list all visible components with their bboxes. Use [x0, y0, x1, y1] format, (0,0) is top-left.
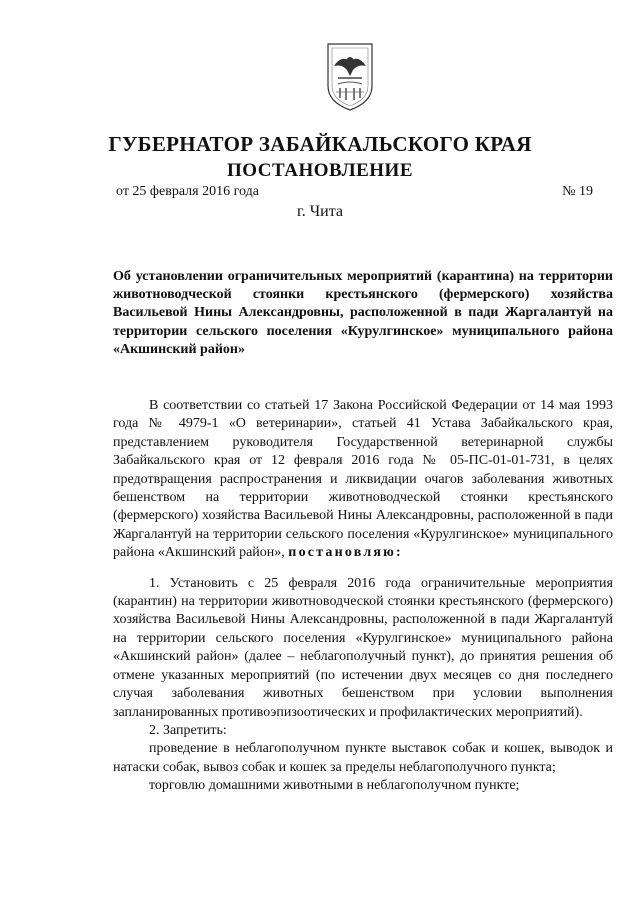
decree-keyword: постановляю: [288, 545, 403, 561]
issuer-title: ГУБЕРНАТОР ЗАБАЙКАЛЬСКОГО КРАЯ [108, 132, 532, 156]
document-date: от 25 февраля 2016 года [116, 184, 259, 199]
clause-2-sub-2: торговлю домашними животными в неблагополучном пункте; [149, 778, 520, 794]
document-heading: Об установлении ограничительных мероприятий (карантина) на территории животноводческой стоянки крестьянского (фермерского) хозяйства Васильевой Нины Александровны, расположенной в пади Жаргалантуй на территории сельского поселения «Курулгинское» муниципального района «Акшинский район» [113, 269, 613, 357]
coat-of-arms-icon [320, 40, 380, 114]
document-body [113, 397, 613, 796]
clause-2-sub-1: проведение в неблагополучном пункте выставок собак и кошек, выводок и натаски собак, вывоз собак и кошек за пределы неблагополучного пункта; [113, 741, 613, 775]
clause-2: 2. Запретить: [149, 722, 227, 738]
clause-1: 1. Установить с 25 февраля 2016 года ограничительные мероприятия (карантин) на территории животноводческой стоянки крестьянского (фермерского) хозяйства Васильевой Нины Александровны, расположенной в пади Жаргалантуй на территории сельского поселения «Курулгинское» муниципального района «Акшинский район» (далее – неблагополучный пункт), до принятия решения об отмене указанных мероприятий (по истечении двух месяцев со дня последнего случая заболевания животных бешенством при условии выполнения запланированных противоэпизоотических и профилактических мероприятий). [113, 575, 613, 720]
preamble-text: В соответствии со статьей 17 Закона Российской Федерации от 14 мая 1993 года № 4979-1 «О ветеринарии», статьей 41 Устава Забайкальского края, представлением руководителя Государственной ветеринарной службы Забайкальского края от 12 февраля 2016 года № 05-ПС-01-01-731, в целях предотвращения распространения и ликвидации очагов заболевания животных бешенством на территории животноводческой стоянки крестьянского (фермерского) хозяйства Васильевой Нины Александровны, расположенной в пади Жаргалантуй на территории сельского поселения «Курулгинское» муниципального района «Акшинский район», [113, 398, 613, 561]
document-city: г. Чита [296, 203, 343, 220]
document-number: № 19 [562, 184, 593, 199]
preamble-paragraph [113, 397, 613, 563]
document-type: ПОСТАНОВЛЕНИЕ [226, 160, 414, 181]
